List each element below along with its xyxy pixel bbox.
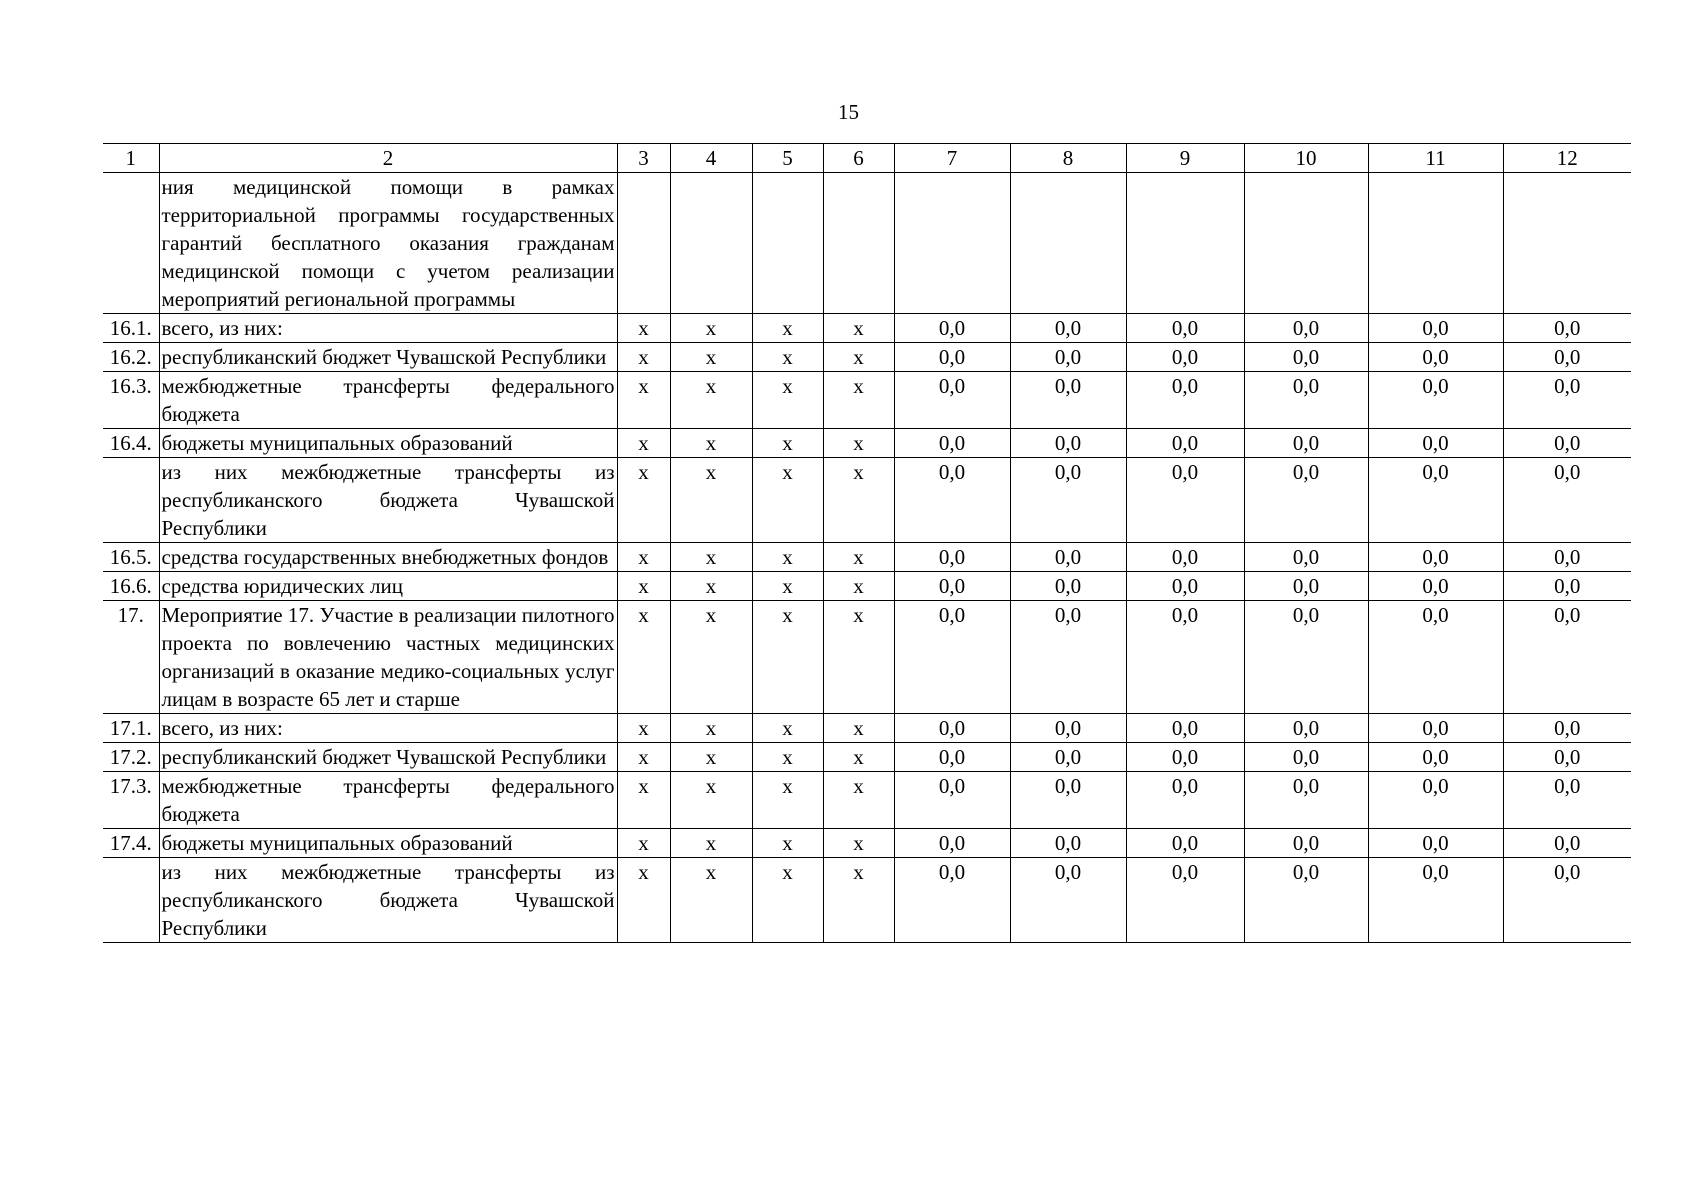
- page-number: 15: [838, 100, 859, 124]
- cell-col5: х: [752, 458, 823, 543]
- cell-col6: х: [823, 572, 894, 601]
- table-row: [103, 572, 1631, 601]
- cell-col7: 0,0: [894, 743, 1010, 772]
- row-description: бюджеты муниципальных образований: [159, 829, 617, 858]
- cell-col10: 0,0: [1244, 458, 1368, 543]
- cell-col6: х: [823, 601, 894, 714]
- row-description: межбюджетные трансферты федерального бюджета: [159, 772, 617, 829]
- cell-col12: 0,0: [1503, 743, 1631, 772]
- cell-col9: 0,0: [1126, 572, 1244, 601]
- cell-col4: х: [670, 772, 752, 829]
- cell-col10: 0,0: [1244, 543, 1368, 572]
- cell-col5: х: [752, 829, 823, 858]
- cell-col5: х: [752, 372, 823, 429]
- cell-col10: 0,0: [1244, 714, 1368, 743]
- table-body: [103, 173, 1631, 943]
- cell-col12: 0,0: [1503, 829, 1631, 858]
- cell-col10: 0,0: [1244, 372, 1368, 429]
- cell-col12: [1503, 173, 1631, 314]
- cell-col6: х: [823, 458, 894, 543]
- cell-col6: [823, 173, 894, 314]
- row-description: всего, из них:: [159, 314, 617, 343]
- cell-col7: 0,0: [894, 343, 1010, 372]
- cell-col7: 0,0: [894, 372, 1010, 429]
- cell-col7: 0,0: [894, 714, 1010, 743]
- table-header: [103, 144, 1631, 173]
- row-number: 16.6.: [103, 572, 159, 601]
- cell-col4: х: [670, 743, 752, 772]
- row-description: бюджеты муниципальных образований: [159, 429, 617, 458]
- cell-col4: х: [670, 429, 752, 458]
- cell-col8: 0,0: [1010, 743, 1126, 772]
- cell-col3: х: [617, 714, 670, 743]
- cell-col11: 0,0: [1368, 572, 1503, 601]
- column-header: 1: [103, 144, 159, 173]
- cell-col10: 0,0: [1244, 743, 1368, 772]
- cell-col9: 0,0: [1126, 829, 1244, 858]
- cell-col6: х: [823, 372, 894, 429]
- row-number: 17.: [103, 601, 159, 714]
- table-row: [103, 372, 1631, 429]
- cell-col7: 0,0: [894, 429, 1010, 458]
- column-header: 3: [617, 144, 670, 173]
- cell-col9: 0,0: [1126, 314, 1244, 343]
- cell-col10: 0,0: [1244, 343, 1368, 372]
- row-number: [103, 458, 159, 543]
- cell-col8: 0,0: [1010, 429, 1126, 458]
- cell-col9: [1126, 173, 1244, 314]
- cell-col11: 0,0: [1368, 429, 1503, 458]
- cell-col11: 0,0: [1368, 829, 1503, 858]
- cell-col9: 0,0: [1126, 743, 1244, 772]
- column-header: 10: [1244, 144, 1368, 173]
- cell-col5: х: [752, 343, 823, 372]
- cell-col10: 0,0: [1244, 829, 1368, 858]
- cell-col12: 0,0: [1503, 714, 1631, 743]
- table-row: [103, 858, 1631, 943]
- cell-col8: 0,0: [1010, 858, 1126, 943]
- cell-col3: [617, 173, 670, 314]
- cell-col4: х: [670, 601, 752, 714]
- cell-col8: 0,0: [1010, 572, 1126, 601]
- row-description: ния медицинской помощи в рамках территориальной программы государственных гарантий бесплатного оказания гражданам медицинской помощи с учетом реализации мероприятий региональной программы: [159, 173, 617, 314]
- cell-col8: 0,0: [1010, 314, 1126, 343]
- cell-col3: х: [617, 772, 670, 829]
- cell-col12: 0,0: [1503, 572, 1631, 601]
- cell-col8: 0,0: [1010, 829, 1126, 858]
- cell-col7: 0,0: [894, 772, 1010, 829]
- table-row: [103, 429, 1631, 458]
- table-row: [103, 714, 1631, 743]
- table-row: [103, 343, 1631, 372]
- cell-col9: 0,0: [1126, 858, 1244, 943]
- row-description: средства юридических лиц: [159, 572, 617, 601]
- cell-col6: х: [823, 743, 894, 772]
- cell-col5: х: [752, 772, 823, 829]
- cell-col12: 0,0: [1503, 543, 1631, 572]
- cell-col4: х: [670, 372, 752, 429]
- row-description: республиканский бюджет Чувашской Республики: [159, 343, 617, 372]
- row-description: из них межбюджетные трансферты из республиканского бюджета Чувашской Республики: [159, 858, 617, 943]
- cell-col4: х: [670, 829, 752, 858]
- row-number: 17.3.: [103, 772, 159, 829]
- cell-col12: 0,0: [1503, 314, 1631, 343]
- cell-col12: 0,0: [1503, 601, 1631, 714]
- cell-col11: 0,0: [1368, 314, 1503, 343]
- cell-col7: 0,0: [894, 543, 1010, 572]
- cell-col9: 0,0: [1126, 601, 1244, 714]
- table-row: [103, 743, 1631, 772]
- row-number: 16.4.: [103, 429, 159, 458]
- cell-col12: 0,0: [1503, 429, 1631, 458]
- column-header: 4: [670, 144, 752, 173]
- cell-col7: [894, 173, 1010, 314]
- cell-col7: 0,0: [894, 458, 1010, 543]
- cell-col6: х: [823, 314, 894, 343]
- cell-col11: 0,0: [1368, 743, 1503, 772]
- cell-col7: 0,0: [894, 829, 1010, 858]
- cell-col7: 0,0: [894, 601, 1010, 714]
- cell-col9: 0,0: [1126, 714, 1244, 743]
- cell-col11: 0,0: [1368, 543, 1503, 572]
- table-row: [103, 314, 1631, 343]
- cell-col9: 0,0: [1126, 372, 1244, 429]
- table-row: [103, 543, 1631, 572]
- cell-col9: 0,0: [1126, 543, 1244, 572]
- cell-col8: 0,0: [1010, 343, 1126, 372]
- cell-col12: 0,0: [1503, 372, 1631, 429]
- cell-col3: х: [617, 543, 670, 572]
- cell-col6: х: [823, 714, 894, 743]
- row-number: 16.1.: [103, 314, 159, 343]
- cell-col7: 0,0: [894, 314, 1010, 343]
- cell-col11: 0,0: [1368, 714, 1503, 743]
- column-header: 5: [752, 144, 823, 173]
- cell-col12: 0,0: [1503, 343, 1631, 372]
- cell-col8: 0,0: [1010, 458, 1126, 543]
- cell-col10: 0,0: [1244, 858, 1368, 943]
- cell-col4: х: [670, 458, 752, 543]
- row-number: 16.5.: [103, 543, 159, 572]
- cell-col9: 0,0: [1126, 343, 1244, 372]
- cell-col4: х: [670, 543, 752, 572]
- table-row: [103, 458, 1631, 543]
- cell-col3: х: [617, 429, 670, 458]
- table-row: [103, 772, 1631, 829]
- row-description: межбюджетные трансферты федерального бюджета: [159, 372, 617, 429]
- cell-col3: х: [617, 829, 670, 858]
- column-header: 8: [1010, 144, 1126, 173]
- row-number: 17.4.: [103, 829, 159, 858]
- row-description: Мероприятие 17. Участие в реализации пилотного проекта по вовлечению частных медицинских организаций в оказание медико-социальных услуг лицам в возрасте 65 лет и старше: [159, 601, 617, 714]
- cell-col12: 0,0: [1503, 858, 1631, 943]
- cell-col6: х: [823, 543, 894, 572]
- cell-col5: х: [752, 743, 823, 772]
- column-header: 12: [1503, 144, 1631, 173]
- cell-col11: 0,0: [1368, 601, 1503, 714]
- cell-col12: 0,0: [1503, 458, 1631, 543]
- cell-col9: 0,0: [1126, 429, 1244, 458]
- header-row: [103, 144, 1631, 173]
- cell-col8: 0,0: [1010, 772, 1126, 829]
- cell-col11: 0,0: [1368, 458, 1503, 543]
- cell-col5: х: [752, 601, 823, 714]
- row-number: 17.1.: [103, 714, 159, 743]
- cell-col4: х: [670, 343, 752, 372]
- cell-col5: х: [752, 429, 823, 458]
- budget-table: [103, 143, 1631, 943]
- cell-col8: 0,0: [1010, 714, 1126, 743]
- column-header: 7: [894, 144, 1010, 173]
- cell-col8: 0,0: [1010, 543, 1126, 572]
- cell-col6: х: [823, 829, 894, 858]
- row-number: [103, 173, 159, 314]
- cell-col10: 0,0: [1244, 429, 1368, 458]
- cell-col4: х: [670, 572, 752, 601]
- cell-col12: 0,0: [1503, 772, 1631, 829]
- cell-col11: 0,0: [1368, 372, 1503, 429]
- row-number: 16.3.: [103, 372, 159, 429]
- table-row: [103, 829, 1631, 858]
- cell-col4: [670, 173, 752, 314]
- cell-col7: 0,0: [894, 572, 1010, 601]
- cell-col4: х: [670, 858, 752, 943]
- cell-col7: 0,0: [894, 858, 1010, 943]
- cell-col10: [1244, 173, 1368, 314]
- cell-col4: х: [670, 714, 752, 743]
- row-description: всего, из них:: [159, 714, 617, 743]
- cell-col3: х: [617, 858, 670, 943]
- cell-col8: 0,0: [1010, 372, 1126, 429]
- cell-col5: х: [752, 714, 823, 743]
- cell-col3: х: [617, 343, 670, 372]
- cell-col3: х: [617, 458, 670, 543]
- cell-col5: [752, 173, 823, 314]
- column-header: 2: [159, 144, 617, 173]
- cell-col3: х: [617, 743, 670, 772]
- column-header: 6: [823, 144, 894, 173]
- cell-col8: [1010, 173, 1126, 314]
- cell-col9: 0,0: [1126, 458, 1244, 543]
- row-number: 16.2.: [103, 343, 159, 372]
- column-header: 11: [1368, 144, 1503, 173]
- cell-col3: х: [617, 372, 670, 429]
- table-row: [103, 173, 1631, 314]
- cell-col10: 0,0: [1244, 572, 1368, 601]
- cell-col5: х: [752, 543, 823, 572]
- cell-col3: х: [617, 314, 670, 343]
- row-description: средства государственных внебюджетных фондов: [159, 543, 617, 572]
- cell-col10: 0,0: [1244, 772, 1368, 829]
- cell-col11: 0,0: [1368, 343, 1503, 372]
- cell-col9: 0,0: [1126, 772, 1244, 829]
- cell-col10: 0,0: [1244, 601, 1368, 714]
- row-description: республиканский бюджет Чувашской Республики: [159, 743, 617, 772]
- cell-col6: х: [823, 858, 894, 943]
- cell-col10: 0,0: [1244, 314, 1368, 343]
- cell-col5: х: [752, 572, 823, 601]
- row-number: [103, 858, 159, 943]
- row-number: 17.2.: [103, 743, 159, 772]
- cell-col11: 0,0: [1368, 772, 1503, 829]
- cell-col6: х: [823, 772, 894, 829]
- cell-col3: х: [617, 572, 670, 601]
- table-row: [103, 601, 1631, 714]
- cell-col6: х: [823, 343, 894, 372]
- cell-col5: х: [752, 314, 823, 343]
- cell-col5: х: [752, 858, 823, 943]
- cell-col8: 0,0: [1010, 601, 1126, 714]
- cell-col3: х: [617, 601, 670, 714]
- cell-col11: [1368, 173, 1503, 314]
- column-header: 9: [1126, 144, 1244, 173]
- cell-col6: х: [823, 429, 894, 458]
- cell-col4: х: [670, 314, 752, 343]
- row-description: из них межбюджетные трансферты из республиканского бюджета Чувашской Республики: [159, 458, 617, 543]
- cell-col11: 0,0: [1368, 858, 1503, 943]
